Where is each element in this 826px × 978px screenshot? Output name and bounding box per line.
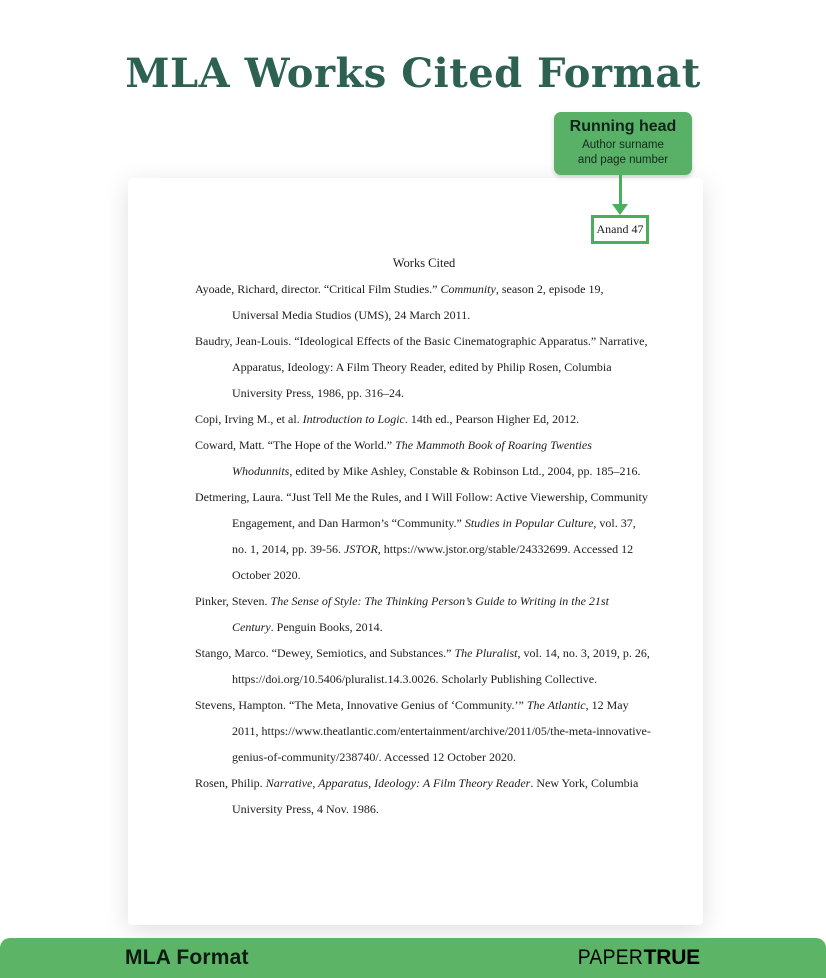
papertrue-logo-paper: PAPER xyxy=(578,946,644,969)
citation-entry: Copi, Irving M., et al. Introduction to Logic. 14th ed., Pearson Higher Ed, 2012. xyxy=(195,412,580,426)
citation-entry: Baudry, Jean-Louis. “Ideological Effects of the Basic Cinematographic Apparatus.” Narrative, Apparatus, Ideology: A Film Theory Reader, edited by Philip Rosen, Columbia University Press, 1986, pp. 316–24. xyxy=(195,334,648,400)
down-arrow-head-icon xyxy=(612,204,628,215)
works-cited-list xyxy=(195,276,653,822)
down-arrow-icon xyxy=(619,175,622,205)
document-body xyxy=(128,178,703,822)
citation-entry: Detmering, Laura. “Just Tell Me the Rules, and I Will Follow: Active Viewership, Community Engagement, and Dan Harmon’s “Community.” Studies in Popular Culture, vol. 37, no. 1, 2014, pp. 39-56. JSTOR, https://www.jstor.org/stable/24332699. Accessed 12 October 2020. xyxy=(195,490,648,582)
citation-entry: Pinker, Steven. The Sense of Style: The Thinking Person’s Guide to Writing in the 21st Century. Penguin Books, 2014. xyxy=(195,594,609,634)
running-head-callout xyxy=(554,112,692,175)
callout-subtext-line1: Author surname xyxy=(582,139,664,152)
citation-entry: Ayoade, Richard, director. “Critical Film Studies.” Community, season 2, episode 19, Universal Media Studios (UMS), 24 March 2011. xyxy=(195,282,604,322)
citation-entry: Stevens, Hampton. “The Meta, Innovative Genius of ‘Community.’” The Atlantic, 12 May 2011, https://www.theatlantic.com/entertainment/archive/2011/05/the-meta-innovative-genius-of-community/238740/. Accessed 12 October 2020. xyxy=(195,698,651,764)
footer-label: MLA Format xyxy=(125,946,249,969)
citation-entry: Coward, Matt. “The Hope of the World.” The Mammoth Book of Roaring Twenties Whodunnits, edited by Mike Ashley, Constable & Robinson Ltd., 2004, pp. 185–216. xyxy=(195,438,641,478)
callout-subtext-line2: and page number xyxy=(577,154,669,167)
papertrue-logo xyxy=(572,946,700,970)
callout-heading: Running head xyxy=(569,118,677,135)
footer-bar xyxy=(0,938,826,978)
document-page xyxy=(128,178,703,925)
running-head-text: Anand 47 xyxy=(596,222,644,236)
papertrue-logo-true: TRUE xyxy=(643,946,700,969)
works-cited-heading: Works Cited xyxy=(392,256,456,270)
citation-entry: Rosen, Philip. Narrative, Apparatus, Ideology: A Film Theory Reader. New York, Columbia University Press, 4 Nov. 1986. xyxy=(195,776,639,816)
callout-subtext xyxy=(554,138,692,167)
citation-entry: Stango, Marco. “Dewey, Semiotics, and Substances.” The Pluralist, vol. 14, no. 3, 2019, p. 26, https://doi.org/10.5406/pluralist.14.3.0026. Scholarly Publishing Collective. xyxy=(195,646,650,686)
page-title: MLA Works Cited Format xyxy=(125,50,701,97)
